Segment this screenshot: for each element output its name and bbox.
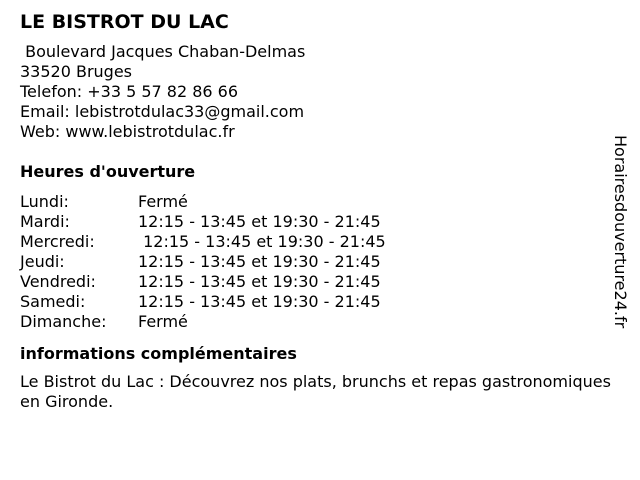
- day-label: Jeudi:: [20, 252, 65, 271]
- hours-row-mercredi: [20, 232, 610, 252]
- day-times: 12:15 - 13:45 et 19:30 - 21:45: [138, 272, 381, 291]
- web-line: Web: www.lebistrotdulac.fr: [20, 122, 235, 141]
- email-line: Email: lebistrotdulac33@gmail.com: [20, 102, 305, 121]
- day-times: 12:15 - 13:45 et 19:30 - 21:45: [138, 292, 381, 311]
- city-address: 33520 Bruges: [20, 62, 133, 81]
- day-times: 12:15 - 13:45 et 19:30 - 21:45: [138, 232, 386, 251]
- info-heading: informations complémentaires: [20, 344, 297, 363]
- day-label: Vendredi:: [20, 272, 96, 291]
- hours-table: [20, 192, 610, 332]
- address-block: [20, 42, 610, 142]
- restaurant-card: [20, 10, 610, 412]
- site-watermark: Horairesdouverture24.fr: [611, 135, 630, 329]
- day-times: 12:15 - 13:45 et 19:30 - 21:45: [138, 252, 381, 271]
- day-label: Dimanche:: [20, 312, 107, 331]
- hours-heading: Heures d'ouverture: [20, 162, 196, 181]
- hours-row-jeudi: [20, 252, 610, 272]
- hours-row-lundi: [20, 192, 610, 212]
- hours-row-vendredi: [20, 272, 610, 292]
- day-times: Fermé: [138, 192, 188, 211]
- phone-line: Telefon: +33 5 57 82 86 66: [20, 82, 239, 101]
- day-times: Fermé: [138, 312, 188, 331]
- day-label: Mardi:: [20, 212, 70, 231]
- hours-row-mardi: [20, 212, 610, 232]
- restaurant-name: LE BISTROT DU LAC: [20, 11, 229, 33]
- hours-row-dimanche: [20, 312, 610, 332]
- day-label: Samedi:: [20, 292, 86, 311]
- day-label: Lundi:: [20, 192, 69, 211]
- info-text: Le Bistrot du Lac : Découvrez nos plats, brunchs et repas gastronomiques en Gironde.: [20, 372, 611, 411]
- day-times: 12:15 - 13:45 et 19:30 - 21:45: [138, 212, 381, 231]
- hours-row-samedi: [20, 292, 610, 312]
- day-label: Mercredi:: [20, 232, 95, 251]
- street-address: Boulevard Jacques Chaban-Delmas: [20, 42, 306, 61]
